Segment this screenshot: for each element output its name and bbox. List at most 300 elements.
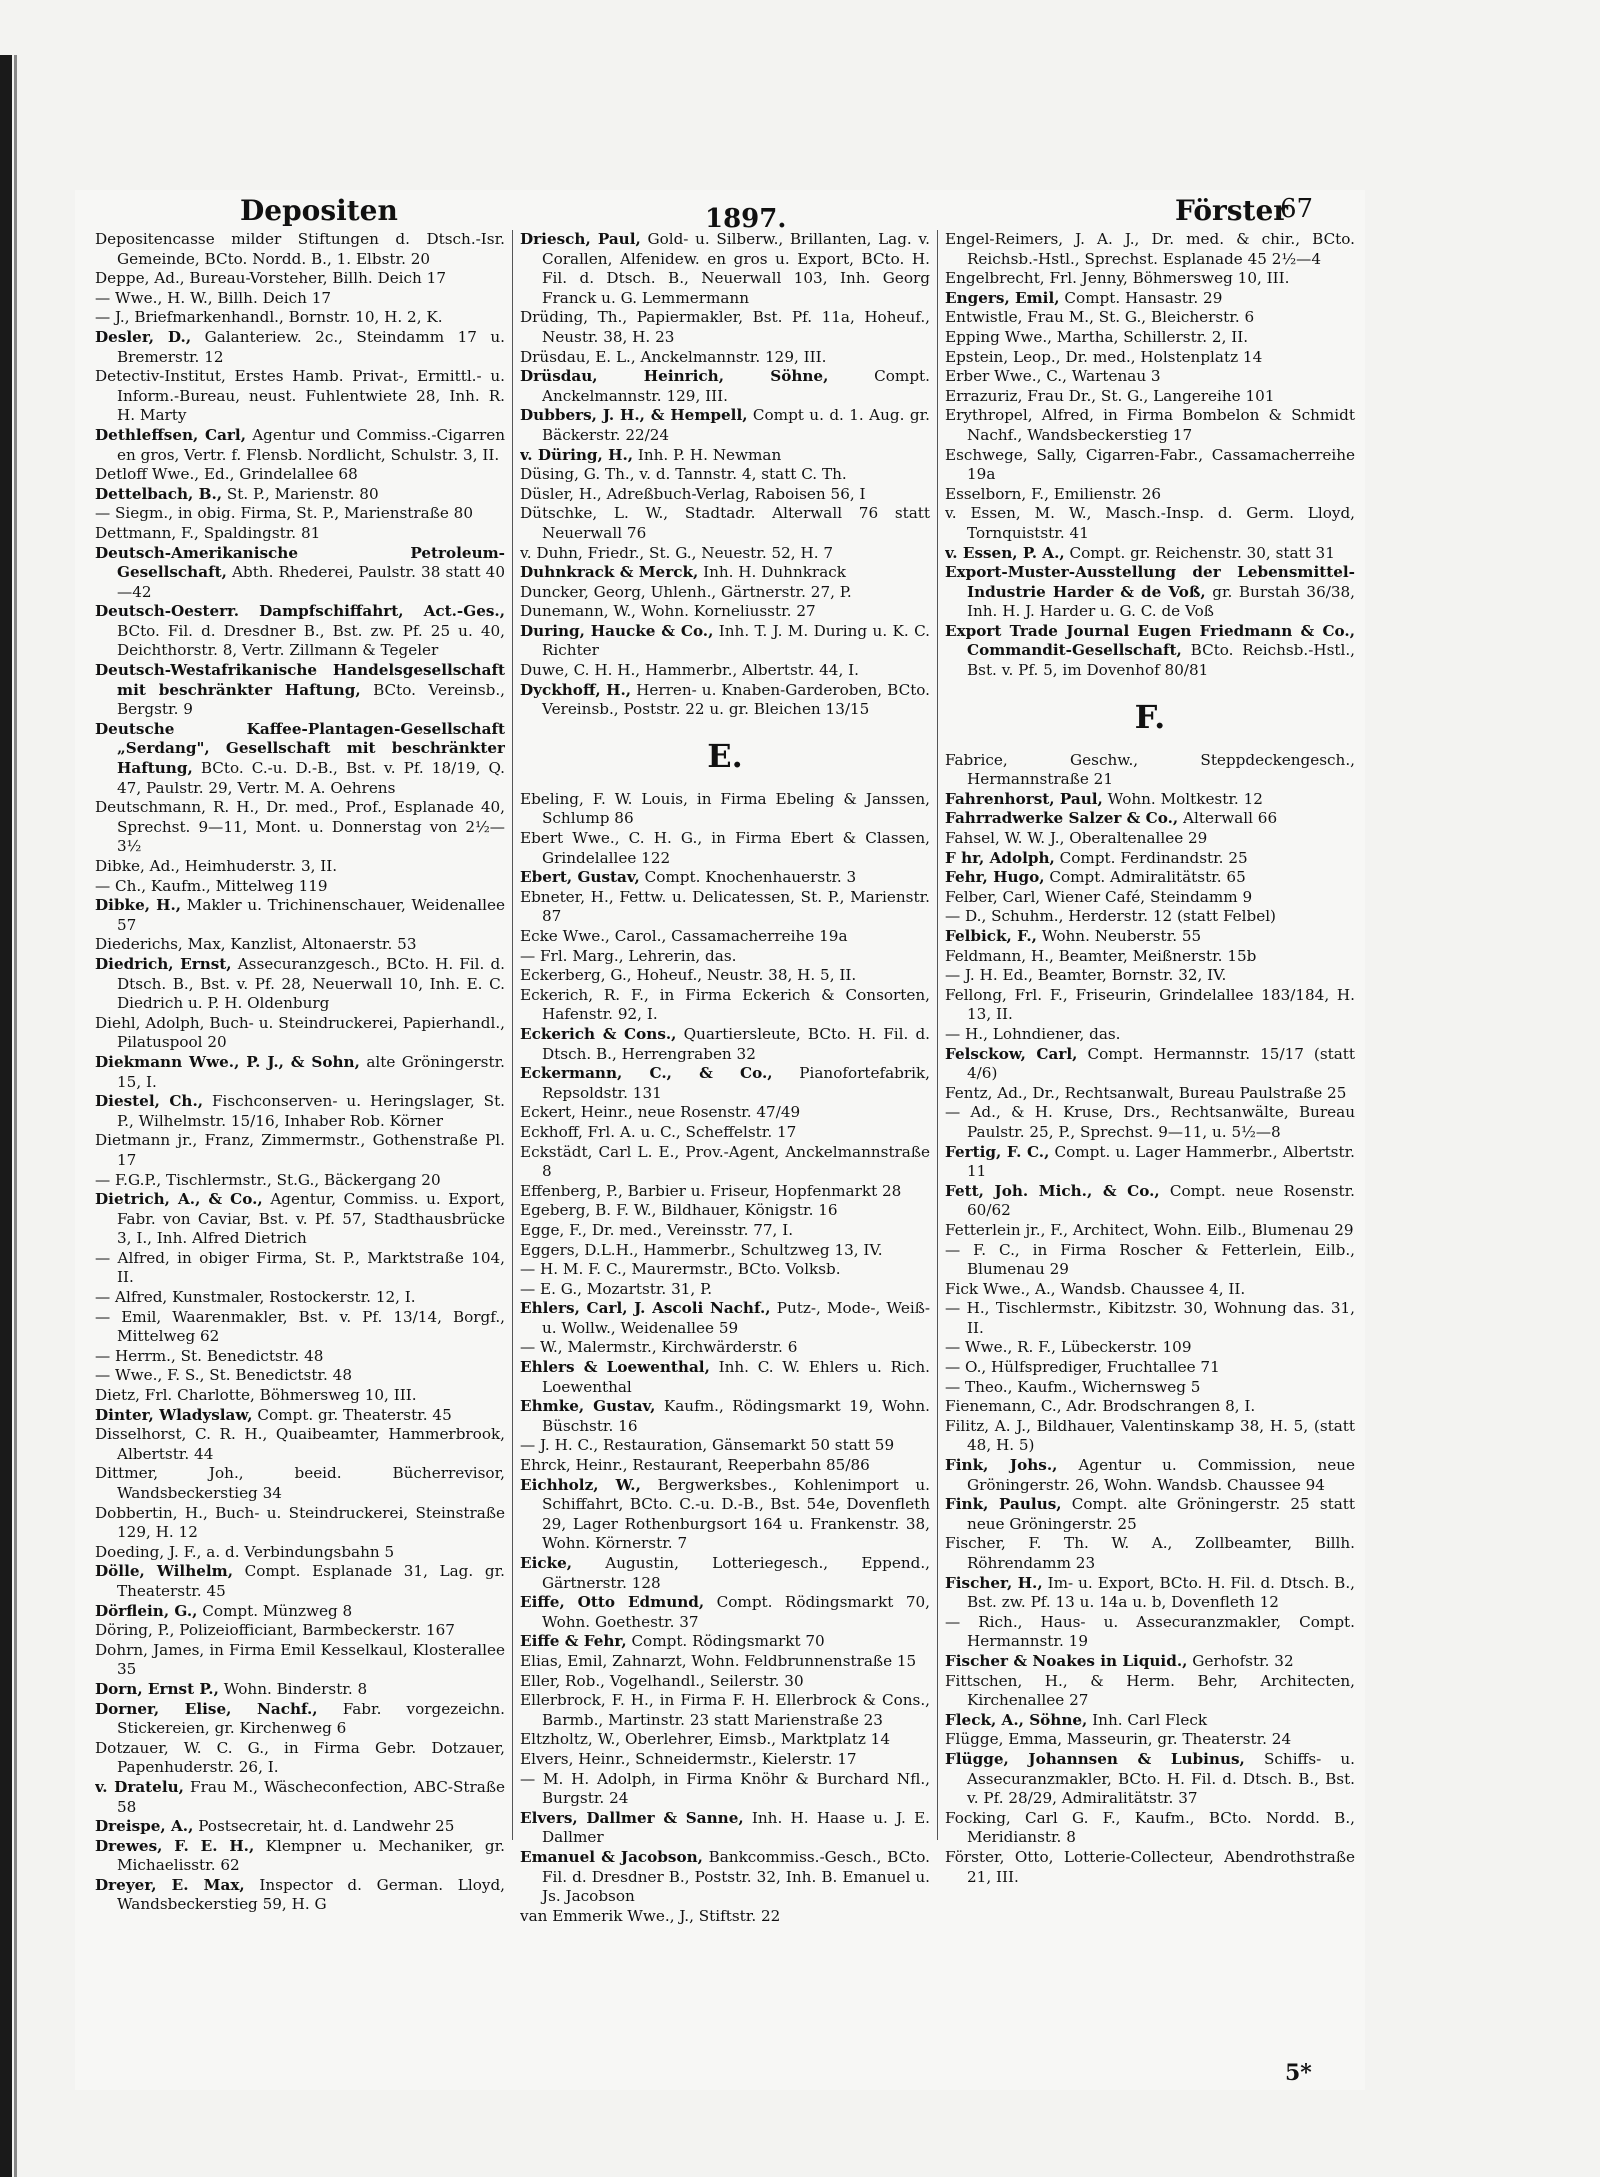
entry-text: — Alfred, Kunstmaler, Rostockerstr. 12, I. — [95, 1288, 416, 1307]
directory-entry — [520, 308, 930, 347]
entry-text: Feldmann, H., Beamter, Meißnerstr. 15b — [945, 946, 1257, 965]
entry-text: Im- u. Export, BCto. H. Fil. d. Dtsch. B., Bst. zw. Pf. 13 u. 14a u. b, Dovenfleth 12 — [967, 1573, 1355, 1612]
directory-entry — [95, 1249, 505, 1288]
entry-name: Dreyer, E. Max, — [95, 1875, 245, 1894]
entry-name: Dibke, H., — [95, 896, 182, 915]
entry-text: Diederichs, Max, Kanzlist, Altonaerstr. 53 — [95, 935, 417, 954]
directory-entry — [95, 1621, 505, 1641]
directory-entry — [95, 1641, 505, 1680]
entry-name: Dörflein, G., — [95, 1601, 198, 1620]
directory-entry — [945, 966, 1355, 986]
entry-text: Dibke, Ad., Heimhuderstr. 3, II. — [95, 857, 338, 875]
entry-name: Fett, Joh. Mich., & Co., — [945, 1181, 1160, 1200]
entry-text: — Wwe., H. W., Billh. Deich 17 — [95, 288, 332, 307]
directory-entry — [520, 602, 930, 622]
entry-text: — H. M. F. C., Maurermstr., BCto. Volksb. — [520, 1260, 841, 1279]
directory-entry — [945, 1417, 1355, 1456]
directory-entry — [945, 289, 1355, 309]
directory-entry — [945, 849, 1355, 869]
directory-entry — [520, 1103, 930, 1123]
entry-text: Compt. gr. Reichenstr. 30, statt 31 — [1069, 543, 1335, 562]
entry-text: Fahsel, W. W. J., Oberaltenallee 29 — [945, 829, 1208, 848]
directory-entry — [945, 504, 1355, 543]
entry-text: Compt. u. Lager Hammerbr., Albertstr. 11 — [967, 1142, 1355, 1181]
directory-entry — [95, 230, 505, 269]
entry-text: Fischconserven- u. Heringslager, St. P., Wilhelmstr. 15/16, Inhaber Rob. Körner — [117, 1092, 505, 1130]
directory-entry — [520, 1182, 930, 1202]
directory-entry — [520, 1770, 930, 1809]
entry-name: Diestel, Ch., — [95, 1092, 204, 1111]
entry-text: Düsler, H., Adreßbuch-Verlag, Raboisen 56, I — [520, 484, 866, 503]
directory-entry — [945, 809, 1355, 829]
entry-text: — Frl. Marg., Lehrerin, das. — [520, 946, 737, 965]
entry-name: Desler, D., — [95, 327, 192, 346]
directory-entry — [945, 1672, 1355, 1711]
entry-text: Fischer, F. Th. W. A., Zollbeamter, Billh. Röhrendamm 23 — [945, 1534, 1355, 1572]
entry-name: Diedrich, Ernst, — [95, 954, 232, 973]
entry-text: v. Duhn, Friedr., St. G., Neuestr. 52, H. 7 — [520, 543, 834, 562]
entry-text: Depositencasse milder Stiftungen d. Dtsch.-Isr. Gemeinde, BCto. Nordd. B., 1. Elbstr. 20 — [95, 230, 505, 268]
directory-entry — [945, 1534, 1355, 1573]
directory-entry — [95, 602, 505, 661]
entry-text: Ecke Wwe., Carol., Cassamacherreihe 19a — [520, 927, 848, 945]
entry-text: Fick Wwe., A., Wandsb. Chaussee 4, II. — [945, 1279, 1246, 1298]
entry-name: Deutsche Kaffee-Plantagen-Gesellschaft „Serdang", Gesellschaft mit beschränkter Haftung, — [95, 719, 505, 778]
entry-text: Detloff Wwe., Ed., Grindelallee 68 — [95, 465, 358, 484]
entry-name: Fehr, Hugo, — [945, 868, 1045, 887]
entry-name: Dölle, Wilhelm, — [95, 1562, 234, 1581]
entry-text: Eckhoff, Frl. A. u. C., Scheffelstr. 17 — [520, 1122, 797, 1141]
directory-entry — [945, 485, 1355, 505]
directory-entry — [520, 868, 930, 888]
entry-name: Emanuel & Jacobson, — [520, 1847, 703, 1866]
entry-text: Eltzholtz, W., Oberlehrer, Eimsb., Marktplatz 14 — [520, 1730, 890, 1749]
entry-text: Eckerich, R. F., in Firma Eckerich & Consorten, Hafenstr. 92, I. — [520, 985, 930, 1024]
directory-entry — [945, 1025, 1355, 1045]
directory-entry — [95, 1386, 505, 1406]
directory-entry — [95, 1014, 505, 1053]
directory-entry — [945, 269, 1355, 289]
entry-name: Fahrenhorst, Paul, — [945, 789, 1103, 808]
entry-text: Compt. gr. Theaterstr. 45 — [257, 1405, 452, 1424]
directory-entry — [520, 1241, 930, 1261]
entry-name: Dinter, Wladyslaw, — [95, 1405, 253, 1424]
entry-name: Dettelbach, B., — [95, 484, 223, 503]
entry-text: — J., Briefmarkenhandl., Bornstr. 10, H. 2, K. — [95, 308, 443, 327]
entry-name: Dyckhoff, H., — [520, 680, 632, 699]
directory-entry — [945, 348, 1355, 368]
directory-entry — [520, 966, 930, 986]
entry-name: Driesch, Paul, — [520, 230, 641, 248]
entry-name: Fink, Johs., — [945, 1456, 1058, 1475]
directory-entry — [95, 1700, 505, 1739]
entry-text: — Alfred, in obiger Firma, St. P., Marktstraße 104, II. — [95, 1248, 505, 1287]
entry-text: Wohn. Binderstr. 8 — [223, 1679, 368, 1698]
entry-text: Errazuriz, Frau Dr., St. G., Langereihe 101 — [945, 386, 1275, 405]
entry-text: Fellong, Frl. F., Friseurin, Grindelallee 183/184, H. 13, II. — [945, 985, 1355, 1024]
directory-entry — [95, 1053, 505, 1092]
directory-entry — [945, 1730, 1355, 1750]
entry-name: Dreispe, A., — [95, 1817, 194, 1836]
entry-text: — Ad., & H. Kruse, Drs., Rechtsanwälte, Bureau Paulstr. 25, P., Sprechst. 9—11, u. 5½—8 — [945, 1103, 1355, 1141]
entry-name: Fink, Paulus, — [945, 1495, 1062, 1514]
entry-text: Dietmann jr., Franz, Zimmermstr., Gothenstraße Pl. 17 — [95, 1131, 505, 1169]
entry-name: Ehlers, Carl, J. Ascoli Nachf., — [520, 1299, 771, 1318]
entry-text: Düsing, G. Th., v. d. Tannstr. 4, statt C. Th. — [520, 465, 847, 484]
directory-entry — [95, 308, 505, 328]
entry-text: Fetterlein jr., F., Architect, Wohn. Eilb., Blumenau 29 — [945, 1220, 1354, 1239]
entry-text: — F. C., in Firma Roscher & Fetterlein, Eilb., Blumenau 29 — [945, 1240, 1355, 1279]
directory-entry — [945, 1848, 1355, 1887]
directory-entry — [945, 1378, 1355, 1398]
entry-text: Makler u. Trichinenschauer, Weidenallee 57 — [117, 896, 505, 934]
entry-text: Fittschen, H., & Herm. Behr, Architecten, Kirchenallee 27 — [945, 1671, 1355, 1710]
directory-entry — [945, 387, 1355, 407]
entry-text: Wohn. Moltkestr. 12 — [1107, 789, 1263, 808]
entry-text: Alterwall 66 — [1183, 809, 1278, 828]
entry-text: Agentur und Commiss.-Cigarren en gros, Vertr. f. Flensb. Nordlicht, Schulstr. 3, II. — [117, 425, 505, 464]
header-right-title: Förster — [1175, 194, 1289, 227]
entry-text: Dobbertin, H., Buch- u. Steindruckerei, Steinstraße 129, H. 12 — [95, 1503, 505, 1542]
directory-entry — [520, 1201, 930, 1221]
directory-entry — [945, 986, 1355, 1025]
section-letter: F. — [1134, 697, 1166, 736]
directory-entry — [95, 1464, 505, 1503]
entry-text: Compt. neue Rosenstr. 60/62 — [967, 1181, 1355, 1220]
entry-text: Abth. Rhederei, Paulstr. 38 statt 40—42 — [117, 563, 505, 601]
directory-entry — [520, 446, 930, 466]
directory-entry — [945, 1495, 1355, 1534]
entry-text: Erythropel, Alfred, in Firma Bombelon & Schmidt Nachf., Wandsbeckerstieg 17 — [945, 406, 1355, 444]
entry-text: Wohn. Neuberstr. 55 — [1041, 927, 1202, 945]
directory-entry — [520, 367, 930, 406]
directory-entry — [945, 1711, 1355, 1731]
entry-text: Eller, Rob., Vogelhandl., Seilerstr. 30 — [520, 1671, 804, 1690]
entry-name: Dubbers, J. H., & Hempell, — [520, 406, 748, 425]
entry-name: Deutsch-Amerikanische Petroleum-Gesellschaft, — [95, 543, 505, 582]
entry-name: Duhnkrack & Merck, — [520, 563, 699, 582]
entry-text: Drüding, Th., Papiermakler, Bst. Pf. 11a, Hoheuf., Neustr. 38, H. 23 — [520, 308, 930, 346]
entry-text: Klempner u. Mechaniker, gr. Michaelisstr. 62 — [117, 1836, 505, 1875]
entry-name: Ehmke, Gustav, — [520, 1397, 656, 1416]
directory-entry — [520, 1456, 930, 1476]
entry-name: Ebert, Gustav, — [520, 868, 640, 887]
directory-entry — [945, 1750, 1355, 1809]
directory-entry — [520, 1025, 930, 1064]
entry-text: Epstein, Leop., Dr. med., Holstenplatz 14 — [945, 347, 1263, 366]
entry-text: Dietz, Frl. Charlotte, Böhmersweg 10, III. — [95, 1386, 417, 1405]
directory-entry — [945, 622, 1355, 681]
entry-text: — Herrm., St. Benedictstr. 48 — [95, 1346, 324, 1365]
entry-text: Förster, Otto, Lotterie-Collecteur, Abendrothstraße 21, III. — [945, 1847, 1355, 1886]
entry-text: Dettmann, F., Spaldingstr. 81 — [95, 523, 321, 542]
directory-entry — [520, 406, 930, 445]
directory-entry — [95, 1425, 505, 1464]
entry-text: Entwistle, Frau M., St. G., Bleicherstr. 6 — [945, 308, 1255, 327]
directory-entry — [945, 1652, 1355, 1672]
entry-text: Elvers, Heinr., Schneidermstr., Kielerstr. 17 — [520, 1749, 857, 1768]
directory-entry — [520, 1397, 930, 1436]
directory-entry — [520, 1123, 930, 1143]
directory-entry — [520, 1750, 930, 1770]
directory-entry — [945, 1456, 1355, 1495]
directory-entry — [945, 1613, 1355, 1652]
directory-entry — [95, 1817, 505, 1837]
directory-entry — [95, 1131, 505, 1170]
entry-text: Kaufm., Rödingsmarkt 19, Wohn. Büschstr. 16 — [542, 1397, 930, 1435]
directory-entry — [520, 485, 930, 505]
directory-entry — [945, 947, 1355, 967]
directory-page — [75, 190, 1365, 2090]
directory-entry — [945, 1338, 1355, 1358]
directory-entry — [520, 1691, 930, 1730]
entry-name: Deutsch-Oesterr. Dampfschiffahrt, Act.-Ges., — [95, 602, 505, 621]
directory-entry — [945, 868, 1355, 888]
entry-text: Effenberg, P., Barbier u. Friseur, Hopfenmarkt 28 — [520, 1181, 902, 1200]
entry-text: Augustin, Lotteriegesch., Eppend., Gärtnerstr. 128 — [542, 1554, 930, 1592]
entry-name: v. Dratelu, — [95, 1777, 184, 1796]
entry-text: Inh. H. Haase u. J. E. Dallmer — [542, 1808, 930, 1847]
entry-text: Bankcommiss.-Gesch., BCto. Fil. d. Dresdner B., Poststr. 32, Inh. B. Emanuel u. Js. Jacobson — [542, 1847, 930, 1906]
entry-text: Filitz, A. J., Bildhauer, Valentinskamp 38, H. 5, (statt 48, H. 5) — [945, 1416, 1355, 1455]
directory-entry — [95, 935, 505, 955]
directory-entry — [520, 1554, 930, 1593]
entry-text: Putz-, Mode-, Weiß- u. Wollw., Weidenallee 59 — [542, 1299, 930, 1337]
section-letter: E. — [707, 736, 743, 775]
directory-entry — [95, 1190, 505, 1249]
entry-text: Agentur, Commiss. u. Export, Fabr. von Caviar, Bst. v. Pf. 57, Stadthausbrücke 3, I., Inh. Alfred Dietrich — [117, 1190, 505, 1248]
entry-text: Fienemann, C., Adr. Brodschrangen 8, I. — [945, 1397, 1256, 1416]
directory-entry — [520, 1143, 930, 1182]
entry-name: Export-Muster-Ausstellung der Lebensmittel-Industrie Harder & de Voß, — [945, 563, 1355, 601]
entry-text: St. P., Marienstr. 80 — [226, 484, 379, 503]
entry-text: Eckert, Heinr., neue Rosenstr. 47/49 — [520, 1103, 801, 1122]
entry-text: Diehl, Adolph, Buch- u. Steindruckerei, Papierhandl., Pilatuspool 20 — [95, 1013, 505, 1052]
directory-entry — [945, 446, 1355, 485]
entry-name: Ehlers & Loewenthal, — [520, 1358, 710, 1377]
entry-text: Dütschke, L. W., Stadtadr. Alterwall 76 statt Neuerwall 76 — [520, 504, 930, 542]
entry-text: Agentur u. Commission, neue Gröningerstr. 26, Wohn. Wandsb. Chaussee 94 — [967, 1456, 1355, 1494]
entry-text: Inh. C. W. Ehlers u. Rich. Loewenthal — [542, 1358, 930, 1396]
directory-entry — [520, 790, 930, 829]
directory-entry — [945, 829, 1355, 849]
entry-text: Erber Wwe., C., Wartenau 3 — [945, 367, 1161, 386]
column-3 — [945, 230, 1355, 2080]
directory-entry — [520, 583, 930, 603]
entry-name: Eichholz, W., — [520, 1475, 641, 1494]
entry-name: Eckerich & Cons., — [520, 1024, 677, 1043]
entry-name: Drüsdau, Heinrich, Söhne, — [520, 367, 829, 386]
entry-text: Frau M., Wäscheconfection, ABC-Straße 58 — [117, 1777, 505, 1816]
entry-text: Detectiv-Institut, Erstes Hamb. Privat-, Ermittl.- u. Inform.-Bureau, neust. Fuhlentwiete 28, Inh. R. H. Marty — [95, 367, 505, 425]
entry-text: BCto. C.-u. D.-B., Bst. v. Pf. 18/19, Q. 47, Paulstr. 29, Vertr. M. A. Oehrens — [117, 759, 505, 797]
entry-text: Herren- u. Knaben-Garderoben, BCto. Vereinsb., Poststr. 22 u. gr. Bleichen 13/15 — [542, 680, 930, 719]
directory-entry — [520, 1652, 930, 1672]
directory-entry — [520, 1338, 930, 1358]
entry-text: Engel-Reimers, J. A. J., Dr. med. & chir., BCto. Reichsb.-Hstl., Sprechst. Esplanade 45 2½—4 — [945, 230, 1355, 268]
directory-entry — [945, 563, 1355, 622]
directory-entry — [95, 289, 505, 309]
directory-entry — [520, 1299, 930, 1338]
entry-text: Fabrice, Geschw., Steppdeckengesch., Hermannstraße 21 — [945, 750, 1355, 789]
entry-text: Fentz, Ad., Dr., Rechtsanwalt, Bureau Paulstraße 25 — [945, 1083, 1347, 1102]
entry-text: — Siegm., in obig. Firma, St. P., Marienstraße 80 — [95, 504, 473, 523]
entry-text: Dittmer, Joh., beeid. Bücherrevisor, Wandsbeckerstieg 34 — [95, 1464, 505, 1502]
entry-name: Fertig, F. C., — [945, 1142, 1050, 1161]
entry-text: BCto. Fil. d. Dresdner B., Bst. zw. Pf. 25 u. 40, Deichthorstr. 8, Vertr. Zillmann & Tegeler — [117, 621, 505, 660]
directory-entry — [520, 563, 930, 583]
entry-name: v. Essen, P. A., — [945, 543, 1065, 562]
entry-name: Eiffe, Otto Edmund, — [520, 1593, 705, 1612]
entry-text: Engelbrecht, Frl. Jenny, Böhmersweg 10, III. — [945, 269, 1290, 288]
entry-text: — E. G., Mozartstr. 31, P. — [520, 1279, 713, 1298]
entry-text: Drüsdau, E. L., Anckelmannstr. 129, III. — [520, 347, 827, 366]
directory-entry — [95, 1739, 505, 1778]
entry-name: Eiffe & Fehr, — [520, 1632, 627, 1651]
entry-text: Epping Wwe., Martha, Schillerstr. 2, II. — [945, 327, 1249, 346]
page-binding-shadow — [14, 55, 17, 2177]
directory-entry — [520, 1593, 930, 1632]
entry-text: — Rich., Haus- u. Assecuranzmakler, Compt. Hermannstr. 19 — [945, 1612, 1355, 1651]
entry-name: Deutsch-Westafrikanische Handelsgesellschaft mit beschränkter Haftung, — [95, 661, 505, 699]
directory-entry — [520, 465, 930, 485]
entry-name: Fahrradwerke Salzer & Co., — [945, 809, 1179, 828]
entry-text: — Ch., Kaufm., Mittelweg 119 — [95, 876, 328, 895]
entry-name: Dethleffsen, Carl, — [95, 425, 246, 444]
directory-entry — [945, 406, 1355, 445]
directory-entry — [520, 504, 930, 543]
entry-name: During, Haucke & Co., — [520, 621, 714, 640]
directory-entry — [95, 1092, 505, 1131]
entry-name: Dorn, Ernst P., — [95, 1679, 219, 1698]
entry-text: Gerhofstr. 32 — [1192, 1651, 1294, 1670]
entry-text: Assecuranzgesch., BCto. H. Fil. d. Dtsch. B., Bst. v. Pf. 28, Neuerwall 10, Inh. E. C. Diedrich u. P. H. Oldenburg — [117, 954, 505, 1013]
entry-text: Ellerbrock, F. H., in Firma F. H. Ellerbrock & Cons., Barmb., Martinstr. 23 statt Marienstraße 23 — [520, 1691, 930, 1729]
directory-entry — [520, 681, 930, 720]
directory-entry — [95, 1288, 505, 1308]
entry-text: — W., Malermstr., Kirchwärderstr. 6 — [520, 1338, 798, 1357]
entry-text: BCto. Reichsb.-Hstl., Bst. v. Pf. 5, im Dovenhof 80/81 — [967, 641, 1355, 680]
entry-text: — J. H. C., Restauration, Gänsemarkt 50 statt 59 — [520, 1436, 895, 1455]
directory-entry — [95, 955, 505, 1014]
signature-mark: 5* — [1285, 2060, 1312, 2086]
entry-text: Egge, F., Dr. med., Vereinsstr. 77, I. — [520, 1220, 794, 1239]
directory-entry — [520, 661, 930, 681]
directory-entry — [945, 1045, 1355, 1084]
page-binding-edge — [0, 55, 12, 2177]
entry-text: Duwe, C. H. H., Hammerbr., Albertstr. 44, I. — [520, 661, 859, 680]
directory-entry — [95, 1562, 505, 1601]
entry-text: — J. H. Ed., Beamter, Bornstr. 32, IV. — [945, 966, 1227, 985]
entry-name: Fischer, H., — [945, 1573, 1043, 1592]
directory-entry — [520, 829, 930, 868]
header-left-title: Depositen — [240, 194, 398, 227]
directory-entry — [95, 426, 505, 465]
entry-name: Drewes, F. E. H., — [95, 1836, 255, 1855]
directory-entry — [95, 1308, 505, 1347]
entry-name: F hr, Adolph, — [945, 848, 1055, 867]
entry-text: Compt u. d. 1. Aug. gr. Bäckerstr. 22/24 — [542, 406, 930, 444]
directory-entry — [95, 1876, 505, 1915]
entry-text: Esselborn, F., Emilienstr. 26 — [945, 484, 1162, 503]
column-2 — [520, 230, 930, 2080]
directory-entry — [945, 1280, 1355, 1300]
directory-entry — [95, 544, 505, 603]
entry-name: Elvers, Dallmer & Sanne, — [520, 1808, 744, 1827]
entry-text: Compt. Rödingsmarkt 70 — [631, 1632, 825, 1651]
entry-text: Inspector d. German. Lloyd, Wandsbeckerstieg 59, H. G — [117, 1875, 505, 1914]
entry-text: Egeberg, B. F. W., Bildhauer, Königstr. 16 — [520, 1201, 838, 1220]
directory-entry — [945, 751, 1355, 790]
column-1 — [95, 230, 505, 2080]
entry-text: — M. H. Adolph, in Firma Knöhr & Burchard Nfl., Burgstr. 24 — [520, 1769, 930, 1808]
directory-entry — [520, 1064, 930, 1103]
entry-text: Eschwege, Sally, Cigarren-Fabr., Cassamacherreihe 19a — [945, 445, 1355, 484]
entry-text: Doeding, J. F., a. d. Verbindungsbahn 5 — [95, 1542, 395, 1561]
directory-entry — [945, 1182, 1355, 1221]
entry-text: alte Gröningerstr. 15, I. — [117, 1052, 505, 1091]
directory-entry — [945, 328, 1355, 348]
directory-entry — [520, 1632, 930, 1652]
entry-text: Galanteriew. 2c., Steindamm 17 u. Bremerstr. 12 — [117, 327, 505, 366]
directory-entry — [520, 348, 930, 368]
entry-text: Ebeling, F. W. Louis, in Firma Ebeling & Janssen, Schlump 86 — [520, 789, 930, 828]
directory-entry — [945, 1574, 1355, 1613]
entry-text: gr. Burstah 36/38, Inh. H. J. Harder u. G. C. de Voß — [967, 582, 1355, 621]
entry-text: Fabr. vorgezeichn. Stickereien, gr. Kirchenweg 6 — [117, 1699, 505, 1738]
entry-text: Dohrn, James, in Firma Emil Kesselkaul, Klosterallee 35 — [95, 1640, 505, 1679]
entry-name: Diekmann Wwe., P. J., & Sohn, — [95, 1052, 360, 1071]
directory-entry — [95, 269, 505, 289]
directory-entry — [520, 927, 930, 947]
directory-entry — [95, 1680, 505, 1700]
entry-text: Compt. Esplanade 31, Lag. gr. Theaterstr. 45 — [117, 1562, 505, 1600]
entry-text: Disselhorst, C. R. H., Quaibeamter, Hammerbrook, Albertstr. 44 — [95, 1425, 505, 1463]
entry-text: Pianofortefabrik, Repsoldstr. 131 — [542, 1064, 930, 1102]
entry-text: Eckerberg, G., Hoheuf., Neustr. 38, H. 5, II. — [520, 966, 857, 985]
entry-text: Focking, Carl G. F., Kaufm., BCto. Nordd. B., Meridianstr. 8 — [945, 1808, 1355, 1847]
directory-entry — [95, 485, 505, 505]
directory-entry — [945, 1397, 1355, 1417]
entry-name: Dietrich, A., & Co., — [95, 1190, 263, 1209]
entry-text: BCto. Vereinsb., Bergstr. 9 — [117, 680, 505, 719]
entry-text: — Wwe., R. F., Lübeckerstr. 109 — [945, 1338, 1192, 1357]
entry-text: — H., Tischlermstr., Kibitzstr. 30, Wohnung das. 31, II. — [945, 1299, 1355, 1337]
directory-entry — [520, 544, 930, 564]
entry-name: Felbick, F., — [945, 927, 1037, 945]
directory-entry — [520, 1476, 930, 1554]
directory-entry — [520, 1221, 930, 1241]
entry-text: Eggers, D.L.H., Hammerbr., Schultzweg 13, IV. — [520, 1240, 883, 1259]
directory-entry — [95, 720, 505, 798]
directory-entry — [520, 1436, 930, 1456]
entry-text: Eckstädt, Carl L. E., Prov.-Agent, Anckelmannstraße 8 — [520, 1142, 930, 1181]
header-year: 1897. — [705, 204, 787, 234]
entry-text: Elias, Emil, Zahnarzt, Wohn. Feldbrunnenstraße 15 — [520, 1651, 917, 1670]
directory-entry — [95, 1504, 505, 1543]
directory-entry — [945, 308, 1355, 328]
entry-name: Dorner, Elise, Nachf., — [95, 1699, 318, 1718]
directory-entry — [95, 1171, 505, 1191]
directory-entry — [520, 1260, 930, 1280]
entry-text: Inh. Carl Fleck — [1092, 1710, 1208, 1729]
directory-entry — [945, 1103, 1355, 1142]
entry-text: Compt. Ferdinandstr. 25 — [1059, 848, 1248, 867]
directory-entry — [520, 1358, 930, 1397]
entry-text: Dotzauer, W. C. G., in Firma Gebr. Dotzauer, Papenhuderstr. 26, I. — [95, 1738, 505, 1777]
directory-entry — [95, 1406, 505, 1426]
entry-text: — D., Schuhm., Herderstr. 12 (statt Felbel) — [945, 907, 1276, 926]
